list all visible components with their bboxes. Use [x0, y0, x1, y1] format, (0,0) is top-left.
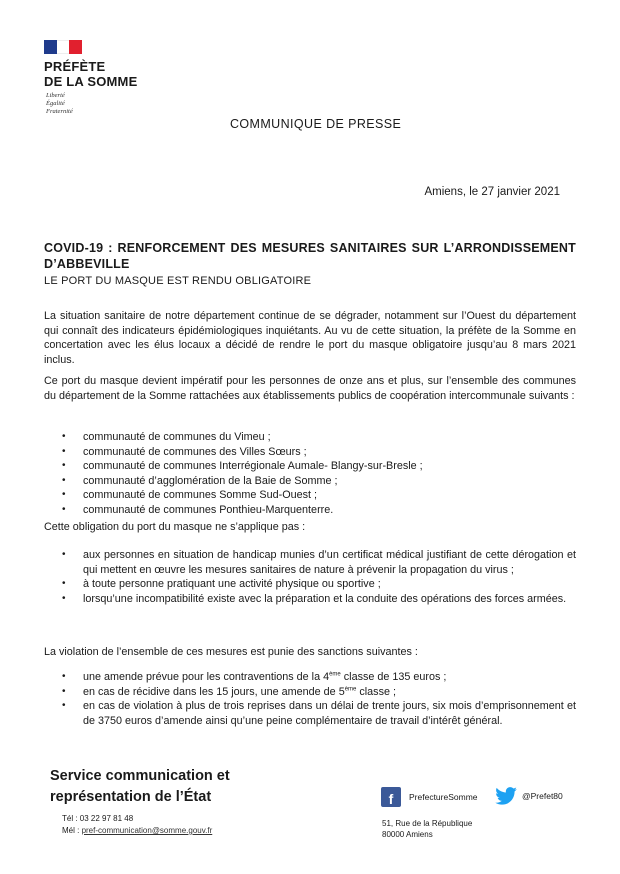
page-title: COVID-19 : RENFORCEMENT DES MESURES SANITAIRES SUR L’ARRONDISSEMENT D’ABBEVILLE	[44, 241, 576, 271]
email-line	[62, 825, 212, 837]
list-item-text: aux personnes en situation de handicap munies d’un certificat médical justifiant de cette dérogation et qui mettent en œuvre les mesures sanitaires de nature à prévenir la propagation du virus ;	[83, 549, 576, 576]
marianne-flag-logo	[44, 40, 82, 54]
motto-liberte: Liberté	[46, 92, 65, 99]
list-item-text: communauté de communes Somme Sud-Ouest ;	[83, 489, 318, 501]
republic-motto	[46, 92, 73, 116]
bullet: •	[62, 503, 66, 515]
contact-info	[62, 813, 212, 837]
list-item	[44, 459, 576, 474]
list-item-text: communauté de communes Interrégionale Aumale- Blangy-sur-Bresle ;	[83, 460, 423, 472]
bullet: •	[62, 549, 66, 560]
twitter-icon	[494, 787, 518, 805]
phone-number: Tél : 03 22 97 81 48	[62, 814, 134, 823]
facebook-link[interactable]	[381, 787, 478, 807]
list-item-text: communauté d’agglomération de la Baie de Somme ;	[83, 474, 338, 487]
bullet: •	[62, 431, 66, 442]
twitter-link[interactable]	[494, 787, 563, 805]
list-item	[44, 488, 576, 503]
list-item-text: communauté de communes Ponthieu-Marquenterre.	[83, 503, 334, 516]
list-item	[44, 503, 576, 518]
bullet: •	[62, 700, 66, 711]
sanction-text-3: en cas de violation à plus de trois reprises dans un délai de trente jours, six mois d’emprisonnement et de 3750 euros d’amende ainsi qu’une peine complémentaire de travail d’intérêt général.	[83, 700, 576, 727]
exceptions-list	[44, 548, 576, 606]
paragraph-situation: La situation sanitaire de notre département continue de se dégrader, notamment sur l’Ouest du département qui connaît des indicateurs épidémiologiques inquiétants. Au vu de cette situation, la préfète de la Somme en concertation avec les élus locaux a décidé de rendre le port du masque obligatoire jusqu’au 8 mars 2021 inclus.	[44, 310, 576, 366]
list-item-text: communauté de communes des Villes Sœurs ;	[83, 445, 307, 458]
list-item	[44, 685, 576, 700]
bullet: •	[62, 445, 66, 457]
list-item-text: lorsqu’une incompatibilité existe avec la préparation et la conduite des opérations des forces armées.	[83, 592, 567, 605]
postal-address	[382, 818, 472, 840]
list-item	[44, 699, 576, 728]
document-type-heading: COMMUNIQUE DE PRESSE	[230, 117, 402, 131]
motto-egalite: Égalité	[46, 100, 65, 107]
bullet: •	[62, 592, 66, 604]
dateline: Amiens, le 27 janvier 2021	[424, 186, 560, 198]
sanction-text-1: une amende prévue pour les contraventions de la 4ème classe de 135 euros ;	[83, 671, 447, 683]
service-line-2: représentation de l’État	[50, 789, 212, 805]
paragraph-sanctions-intro: La violation de l’ensemble de ces mesures est punie des sanctions suivantes :	[44, 646, 418, 658]
brand-line-1: PRÉFÈTE	[44, 59, 106, 74]
list-item	[44, 548, 576, 577]
list-item	[44, 474, 576, 489]
list-item	[44, 445, 576, 460]
list-item-text: à toute personne pratiquant une activité physique ou sportive ;	[83, 578, 381, 590]
address-line-1: 51, Rue de la République	[382, 819, 473, 828]
paragraph-scope: Ce port du masque devient impératif pour les personnes de onze ans et plus, sur l’ensemble des communes du département de la Somme rattachées aux établissements publics de coopération intercommunale suivants :	[44, 375, 576, 402]
address-line-2: 80000 Amiens	[382, 830, 433, 839]
facebook-icon: f	[381, 787, 401, 807]
communes-list	[44, 430, 576, 517]
prefecture-brand	[44, 59, 137, 89]
bullet: •	[62, 489, 66, 500]
email-label: Mél :	[62, 826, 82, 835]
bullet: •	[62, 460, 66, 471]
sanction-text-2: en cas de récidive dans les 15 jours, une amende de 5ème classe ;	[83, 685, 396, 698]
service-line-1: Service communication et	[50, 768, 230, 784]
list-item	[44, 577, 576, 592]
brand-line-2: DE LA SOMME	[44, 74, 138, 89]
email-link[interactable]: pref-communication@somme.gouv.fr	[81, 826, 213, 835]
service-heading	[50, 766, 230, 808]
page-subtitle: LE PORT DU MASQUE EST RENDU OBLIGATOIRE	[44, 275, 312, 287]
facebook-handle: PrefectureSomme	[409, 792, 478, 802]
bullet: •	[62, 685, 66, 697]
sanctions-list	[44, 670, 576, 728]
bullet: •	[62, 474, 66, 486]
list-item	[44, 430, 576, 445]
twitter-handle: @Prefet80	[522, 791, 563, 801]
list-item	[44, 670, 576, 685]
bullet: •	[62, 671, 66, 682]
list-item-text: communauté de communes du Vimeu ;	[83, 431, 271, 443]
bullet: •	[62, 578, 66, 589]
motto-fraternite: Fraternité	[46, 108, 73, 115]
paragraph-exceptions-intro: Cette obligation du port du masque ne s’applique pas :	[44, 521, 306, 533]
list-item	[44, 592, 576, 607]
